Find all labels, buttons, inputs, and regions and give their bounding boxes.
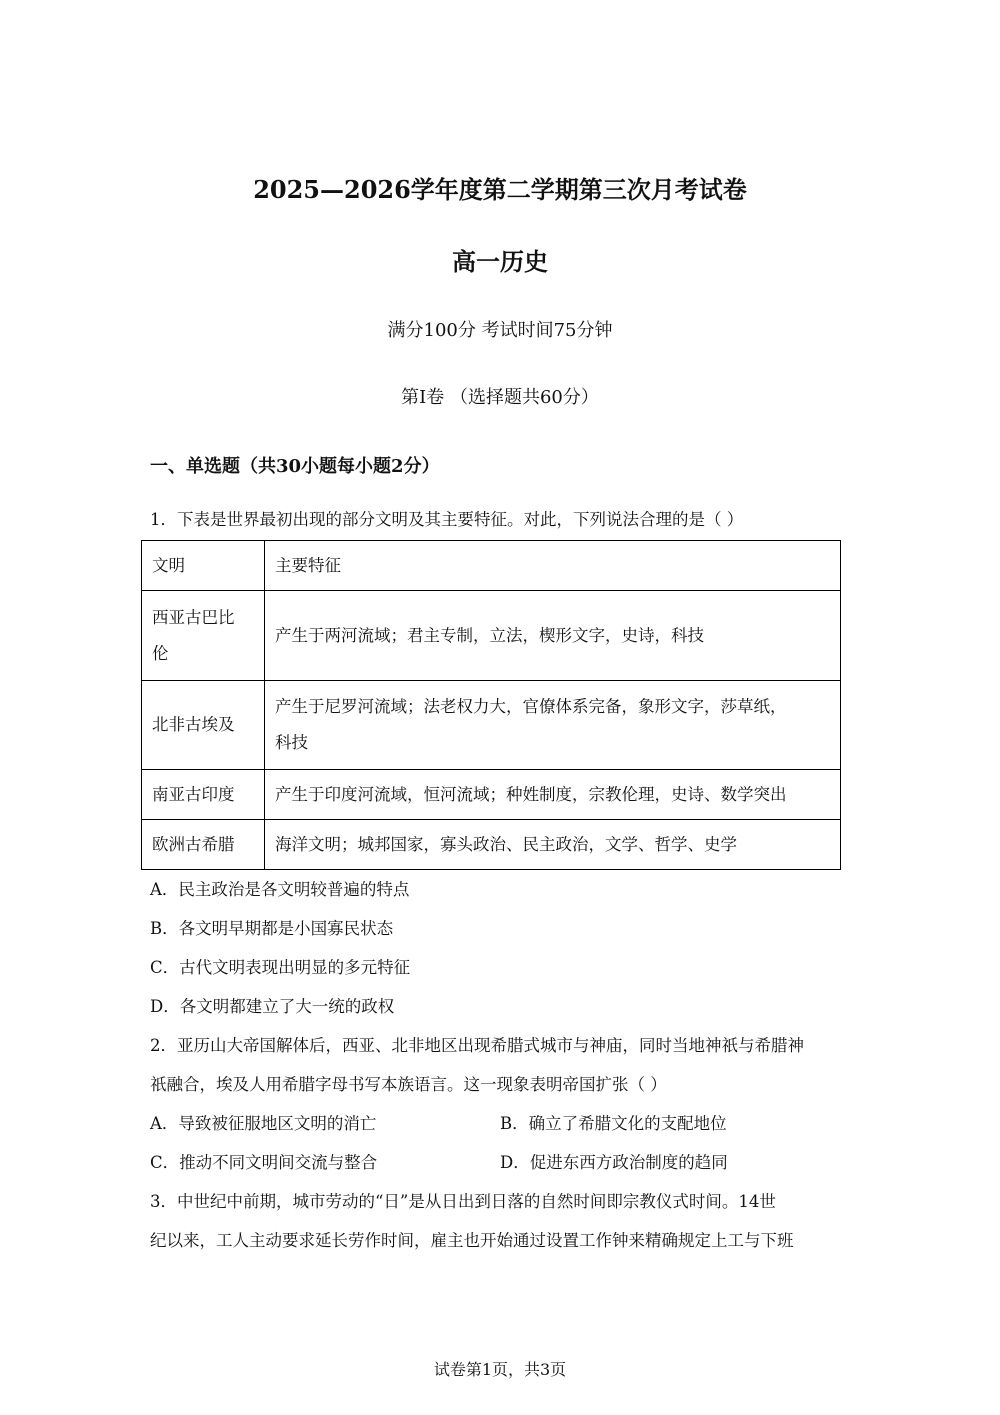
volume-heading: 第Ⅰ卷 （选择题共60分） <box>401 387 599 408</box>
q1-option-c: C．古代文明表现出明显的多元特征 <box>150 958 411 977</box>
cell-line: 北非古埃及 <box>152 715 235 734</box>
question-2-stem-line2: 祇融合，埃及人用希腊字母书写本族语言。这一现象表明帝国扩张（ ） <box>150 1075 667 1094</box>
table-row <box>142 591 841 681</box>
question-2-stem-line1: 2．亚历山大帝国解体后，西亚、北非地区出现希腊式城市与神庙，同时当地神祇与希腊神 <box>150 1036 804 1055</box>
q2-option-a: A．导致被征服地区文明的消亡 <box>150 1114 377 1133</box>
table-header-cell: 文明 <box>142 541 265 591</box>
question-3-stem-line1: 3．中世纪中前期，城市劳动的“日”是从日出到日落的自然时间即宗教仪式时间。14世 <box>150 1192 776 1211</box>
exam-title: 2025—2026学年度第二学期第三次月考试卷 <box>253 175 747 204</box>
table-header-row <box>142 541 841 591</box>
table-cell-civilization: 欧洲古希腊 <box>142 820 265 870</box>
table-cell-features <box>265 681 841 770</box>
question-3-stem-line2: 纪以来，工人主动要求延长劳作时间，雇主也开始通过设置工作钟来精确规定上工与下班 <box>150 1231 794 1250</box>
civilization-table <box>141 540 841 870</box>
q2-option-c: C．推动不同文明间交流与整合 <box>150 1153 378 1172</box>
q2-option-b: B．确立了希腊文化的支配地位 <box>500 1114 727 1133</box>
question-1-stem: 1．下表是世界最初出现的部分文明及其主要特征。对此，下列说法合理的是（ ） <box>150 510 744 529</box>
table-row <box>142 681 841 770</box>
q1-option-a: A．民主政治是各文明较普遍的特点 <box>150 880 410 899</box>
subject-title: 高一历史 <box>452 247 548 276</box>
page-footer: 试卷第1页，共3页 <box>433 1360 567 1379</box>
table-cell-civilization: 南亚古印度 <box>142 770 265 820</box>
cell-line: 产生于尼罗河流域；法老权力大，官僚体系完备，象形文字，莎草纸， <box>275 697 787 716</box>
q2-option-d: D．促进东西方政治制度的趋同 <box>500 1153 728 1172</box>
exam-meta: 满分100分 考试时间75分钟 <box>387 320 613 341</box>
table-header-cell: 主要特征 <box>265 541 841 591</box>
section-heading: 一、单选题（共30小题每小题2分） <box>150 456 440 477</box>
table-cell-features: 产生于印度河流域，恒河流域；种姓制度，宗教伦理，史诗、数学突出 <box>265 770 841 820</box>
q1-option-b: B．各文明早期都是小国寡民状态 <box>150 919 394 938</box>
q1-option-d: D．各文明都建立了大一统的政权 <box>150 997 395 1016</box>
cell-line: 产生于两河流域；君主专制，立法，楔形文字，史诗，科技 <box>275 625 704 645</box>
cell-line: 西亚古巴比 <box>152 607 235 627</box>
cell-line: 伦 <box>152 643 169 663</box>
table-row <box>142 770 841 820</box>
cell-line: 科技 <box>275 733 308 752</box>
table-row <box>142 820 841 870</box>
table-cell-features: 海洋文明；城邦国家，寡头政治、民主政治，文学、哲学、史学 <box>265 820 841 870</box>
table-cell-features <box>265 591 841 681</box>
table-cell-civilization <box>142 591 265 681</box>
table-cell-civilization <box>142 681 265 770</box>
